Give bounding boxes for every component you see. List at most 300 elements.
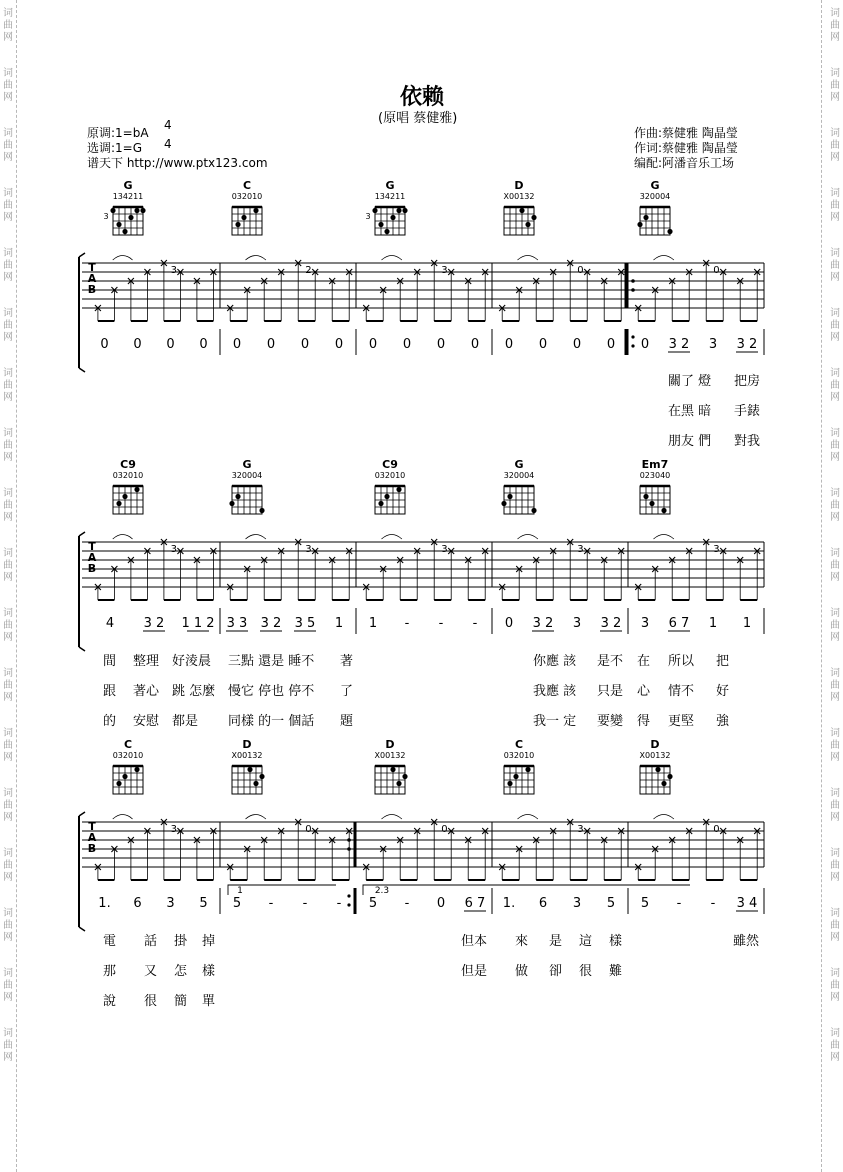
watermark-mark: 词 曲 网 [3,908,13,943]
chord-finger-dot [402,774,407,779]
tab-fret-number: 2 [305,265,312,276]
watermark-mark: 词 曲 网 [830,128,840,163]
jianpu-note: - [676,896,682,911]
chord-finger-dot [253,781,258,786]
jianpu-note: - [438,616,444,631]
chord-finger-dot [116,501,121,506]
lyric-word: 關了 燈 [668,374,712,389]
watermark-mark: 词 曲 网 [830,1028,840,1063]
lyric-word: 你應 該 [533,654,577,669]
chord-finger-dot [140,208,145,213]
watermark-mark: 词 曲 网 [3,668,13,703]
system-bracket-hook [79,368,85,372]
tab-clef-letter: B [87,283,97,296]
watermark-mark: 词 曲 网 [830,188,840,223]
system-bracket-hook [79,812,85,816]
lyric-word: 我應 該 [533,684,577,699]
chord-finger-dot [396,781,401,786]
system-bracket-hook [79,532,85,536]
chord-name: C9 [120,458,136,471]
jianpu-note: 0 [504,337,514,352]
tab-tie [654,256,674,261]
tab-fret-number: 0 [441,824,448,835]
chord-fingering: 023040 [639,471,671,480]
lyric-word: 把房 [734,374,761,389]
watermark-mark: 词 曲 网 [3,68,13,103]
lyric-word: 題 [340,714,354,729]
jianpu-note: 6 [133,896,142,911]
watermark-mark: 词 曲 网 [3,548,13,583]
chord-fingering: 320004 [231,471,263,480]
lyric-word: 整理 [133,654,160,669]
jianpu-note: 3 [640,616,650,631]
chord-name: C [123,738,133,751]
tab-tie [382,535,402,540]
chord-fingering: X00132 [231,751,263,760]
jianpu-note: 3 2 [260,616,282,631]
chord-finger-dot [378,222,383,227]
jianpu-note: - [472,616,478,631]
watermark-mark: 词 曲 网 [830,728,840,763]
jianpu-note: 0 [232,337,242,352]
jianpu-note: - [404,896,410,911]
tab-tie [113,815,133,820]
jianpu-note: 5 [640,896,650,911]
chord-fingering: X00132 [503,192,535,201]
lyric-word: 樣 [609,934,623,949]
tab-fret-number: 0 [713,824,720,835]
chosen-key: 选调:1=G [87,141,143,155]
watermark-mark: 词 曲 网 [830,788,840,823]
lyricist: 作词:蔡健雅 陶晶瑩 [634,141,738,155]
jianpu-note: 1 1 2 [181,616,215,631]
chord-finger-dot [396,487,401,492]
jianpu-note: 0 [368,337,378,352]
jianpu-note: 0 [538,337,548,352]
tab-tie [518,256,538,261]
chord-name: C [514,738,524,751]
lyric-word: 那 [103,964,117,979]
tab-tie [654,815,674,820]
jianpu-note: 1 [368,616,378,631]
lyric-word: 我一 定 [533,714,577,729]
lyric-word: 在黑 暗 [668,404,712,419]
jianpu-note: 3 3 [226,616,248,631]
watermark-mark: 词 曲 网 [3,488,13,523]
lyric-word: 把 [716,654,730,669]
watermark-mark: 词 曲 网 [3,428,13,463]
chord-finger-dot [531,508,536,513]
jianpu-note: 1 [708,616,718,631]
tab-clef-letter: T [88,820,96,833]
repeat-dot [631,288,635,292]
chord-finger-dot [667,229,672,234]
jianpu-note: - [268,896,274,911]
chord-finger-dot [110,208,115,213]
jianpu-note: 3 4 [736,896,758,911]
lyric-word: 雖然 [733,934,760,949]
tab-tie [113,535,133,540]
lyric-word: 對我 [734,434,761,449]
lyric-word: 單 [202,994,216,1009]
lyric-word: 電 [103,934,117,949]
watermark-mark: 词 曲 网 [3,848,13,883]
watermark-mark: 词 曲 网 [3,248,13,283]
system-bracket-hook [79,647,85,651]
jianpu-note: 0 [504,616,514,631]
watermark-mark: 词 曲 网 [830,548,840,583]
chord-fingering: X00132 [374,751,406,760]
lyric-word: 所以 [668,654,695,669]
lyric-word: 手錶 [734,404,761,419]
jianpu-note: - [336,896,342,911]
tab-tie [246,535,266,540]
chord-finger-dot [519,208,524,213]
chord-finger-dot [513,774,518,779]
lyric-word: 在 [637,654,651,669]
lyric-word: 的 [103,714,117,729]
watermark-mark: 词 曲 网 [830,908,840,943]
jianpu-note: - [302,896,308,911]
chord-fingering: 320004 [639,192,671,201]
chord-fingering: 134211 [112,192,144,201]
chord-finger-dot [378,501,383,506]
chord-name: D [242,738,252,751]
chord-finger-dot [116,781,121,786]
watermark-mark: 词 曲 网 [3,368,13,403]
chord-finger-dot [501,501,506,506]
lyric-word: 掛 [174,934,188,949]
watermark-mark: 词 曲 网 [830,68,840,103]
chord-finger-dot [122,494,127,499]
chord-finger-dot [253,208,258,213]
watermark-mark: 词 曲 网 [3,788,13,823]
lyric-word: 跳 怎麼 [172,684,216,699]
chord-finger-dot [667,774,672,779]
jianpu-note: 3 [572,616,582,631]
chord-fingering: 032010 [231,192,263,201]
lyric-word: 都是 [172,714,199,729]
jianpu-note: 5 [232,896,242,911]
jianpu-note: 3 2 [668,337,690,352]
tab-clef-letter: A [87,551,97,564]
lyric-word: 說 [103,994,117,1009]
tab-fret-number: 3 [170,265,177,276]
lyric-word: 樣 [202,964,216,979]
tab-clef-letter: T [88,540,96,553]
jianpu-note: 0 [266,337,276,352]
chord-fret-number: 3 [103,212,109,221]
jianpu-note: 0 [436,896,446,911]
chord-name: D [650,738,660,751]
chord-name: G [514,458,524,471]
lyric-word: 又 [144,964,158,979]
watermark-mark: 词 曲 网 [3,8,13,43]
system-bracket-hook [79,253,85,257]
lyric-word: 只是 [597,684,624,699]
volta-bracket [363,885,690,895]
chord-finger-dot [384,229,389,234]
jianpu-note: 3 5 [294,616,316,631]
tab-fret-number: 3 [305,544,312,555]
jianpu-note: 3 [572,896,582,911]
lyric-word: 話 [144,934,158,949]
song-title: 依赖 [400,85,445,110]
watermark-mark: 词 曲 网 [3,308,13,343]
jianpu-note: 4 [105,616,115,631]
lyric-word: 來 [515,934,529,949]
tab-fret-number: 0 [713,265,720,276]
watermark-mark: 词 曲 网 [830,428,840,463]
lyric-word: 要變 [597,714,624,729]
chord-finger-dot [643,215,648,220]
lyric-word: 很 [144,994,158,1009]
repeat-dot [631,279,635,283]
chord-name: G [650,179,660,192]
watermark-mark: 词 曲 网 [3,968,13,1003]
tab-fret-number: 0 [577,265,584,276]
chord-finger-dot [134,487,139,492]
chord-finger-dot [116,222,121,227]
jianpu-note: 3 [708,337,718,352]
time-signature-top: 4 [164,118,172,132]
tab-fret-number: 3 [577,544,584,555]
jianpu-note: 0 [606,337,616,352]
watermark-mark: 词 曲 网 [830,368,840,403]
tab-clef-letter: B [87,842,97,855]
tab-fret-number: 3 [441,265,448,276]
chord-name: D [385,738,395,751]
tab-fret-number: 0 [305,824,312,835]
source-site: 谱天下 http://www.ptx123.com [87,156,268,170]
tab-clef-letter: B [87,562,97,575]
jianpu-note: 6 7 [464,896,486,911]
lyric-word: 同樣 的一 個話 [228,714,315,729]
tab-fret-number: 3 [577,824,584,835]
lyric-word: 強 [716,714,730,729]
tab-tie [246,815,266,820]
lyric-word: 卻 [549,964,563,979]
lyric-word: 慢它 停也 停不 [228,684,315,699]
jianpu-note: 0 [334,337,344,352]
watermark-mark: 词 曲 网 [830,608,840,643]
lyric-word: 著 [340,654,354,669]
system-bracket-hook [79,927,85,931]
chord-fingering: 032010 [112,751,144,760]
volta-number: 2.3 [374,886,390,896]
jianpu-note: 3 2 [600,616,622,631]
jianpu-note: 0 [199,337,208,352]
lyric-word: 了 [340,684,354,699]
watermark-mark: 词 曲 网 [3,728,13,763]
chord-finger-dot [134,767,139,772]
chord-finger-dot [390,215,395,220]
watermark-mark: 词 曲 网 [830,308,840,343]
jianpu-note: 5 [368,896,378,911]
chord-finger-dot [122,229,127,234]
tab-clef-letter: A [87,272,97,285]
chord-fingering: 032010 [374,471,406,480]
lyric-word: 得 [637,714,651,729]
chord-finger-dot [507,781,512,786]
lyric-word: 更堅 [668,714,695,729]
tab-fret-number: 3 [170,824,177,835]
time-signature-bottom: 4 [164,137,172,151]
watermark-mark: 词 曲 网 [830,668,840,703]
watermark-mark: 词 曲 网 [830,488,840,523]
chord-finger-dot [122,774,127,779]
lyric-word: 難 [609,964,623,979]
jianpu-note: 1. [98,896,111,911]
chord-finger-dot [390,767,395,772]
tab-tie [382,815,402,820]
lyric-word: 好 [716,684,730,699]
lyric-word: 朋友 們 [668,434,712,449]
chord-name: C9 [382,458,398,471]
jianpu-note: 0 [166,337,175,352]
tab-tie [113,256,133,261]
lyric-word: 安慰 [133,714,160,729]
chord-finger-dot [235,494,240,499]
chord-name: Em7 [641,458,669,471]
jianpu-note: 3 2 [736,337,758,352]
lyric-word: 三點 還是 睡不 [228,654,315,669]
jianpu-note: 1. [502,896,516,911]
chord-finger-dot [247,767,252,772]
lyric-word: 是不 [597,654,624,669]
watermark-mark: 词 曲 网 [830,8,840,43]
lyric-word: 掉 [202,934,216,949]
lyric-word: 怎 [174,964,188,979]
chord-finger-dot [655,767,660,772]
lyric-word: 做 [515,964,529,979]
tab-fret-number: 3 [713,544,720,555]
repeat-dot [631,335,634,338]
watermark-mark: 词 曲 网 [3,608,13,643]
lyric-word: 簡 [174,994,188,1009]
chord-finger-dot [134,208,139,213]
tab-tie [246,256,266,261]
original-key: 原调:1=bA [87,126,149,140]
composer: 作曲:蔡健雅 陶晶瑩 [634,126,738,140]
tab-fret-number: 3 [441,544,448,555]
jianpu-note: 6 7 [668,616,690,631]
watermark-mark: 词 曲 网 [830,968,840,1003]
watermark-mark: 词 曲 网 [3,128,13,163]
lyric-word: 間 [103,654,117,669]
tab-tie [382,256,402,261]
jianpu-note: 0 [402,337,412,352]
chord-finger-dot [128,215,133,220]
chord-finger-dot [637,222,642,227]
lyric-word: 心 [637,684,651,699]
tab-clef-letter: T [88,261,96,274]
arranger: 编配:阿潘音乐工场 [634,156,735,170]
chord-finger-dot [525,222,530,227]
chord-fingering: 032010 [503,751,535,760]
lyric-word: 好淩晨 [172,654,212,669]
chord-name: G [123,179,133,192]
watermark-mark: 词 曲 网 [830,248,840,283]
chord-finger-dot [402,208,407,213]
jianpu-note: 0 [640,337,650,352]
lyric-word: 很 [579,964,593,979]
lyric-word: 情不 [668,684,695,699]
jianpu-note: - [404,616,410,631]
lyric-word: 這 [579,934,593,949]
chord-fingering: 320004 [503,471,535,480]
lyric-word: 著心 [133,684,160,699]
jianpu-note: 0 [133,337,142,352]
chord-finger-dot [661,508,666,513]
chord-fingering: 134211 [374,192,406,201]
lyric-word: 跟 [103,684,117,699]
chord-name: G [242,458,252,471]
jianpu-note: 0 [436,337,446,352]
chord-finger-dot [229,501,234,506]
jianpu-note: 3 2 [143,616,165,631]
chord-finger-dot [525,767,530,772]
lyric-word: 但本 [461,934,488,949]
repeat-dot [631,344,634,347]
volta-bracket [228,885,336,895]
chord-finger-dot [235,222,240,227]
chord-finger-dot [643,494,648,499]
chord-finger-dot [649,501,654,506]
jianpu-note: 5 [199,896,208,911]
lyric-word: 但是 [461,964,488,979]
chord-name: C [242,179,252,192]
chord-finger-dot [259,774,264,779]
chord-finger-dot [372,208,377,213]
jianpu-note: 3 [166,896,175,911]
volta-number: 1 [237,886,243,896]
chord-finger-dot [259,508,264,513]
chord-name: G [385,179,395,192]
tab-fret-number: 3 [170,544,177,555]
jianpu-note: 0 [300,337,310,352]
chord-finger-dot [531,215,536,220]
watermark-mark: 词 曲 网 [3,1028,13,1063]
jianpu-note: 3 2 [532,616,554,631]
jianpu-note: 5 [606,896,616,911]
tab-clef-letter: A [87,831,97,844]
chord-finger-dot [384,494,389,499]
tab-tie [518,535,538,540]
jianpu-note: 1 [334,616,344,631]
jianpu-note: - [710,896,716,911]
chord-fret-number: 3 [365,212,371,221]
jianpu-note: 1 [742,616,752,631]
jianpu-note: 6 [538,896,548,911]
chord-name: D [514,179,524,192]
chord-finger-dot [396,208,401,213]
chord-finger-dot [507,494,512,499]
tab-tie [654,535,674,540]
jianpu-note: 0 [100,337,109,352]
chord-finger-dot [241,215,246,220]
repeat-dot [347,903,350,906]
chord-finger-dot [661,781,666,786]
jianpu-note: 0 [470,337,480,352]
watermark-mark: 词 曲 网 [3,188,13,223]
jianpu-note: 0 [572,337,582,352]
song-subtitle: (原唱 蔡健雅) [378,111,458,126]
watermark-mark: 词 曲 网 [830,848,840,883]
chord-fingering: 032010 [112,471,144,480]
chord-fingering: X00132 [639,751,671,760]
repeat-dot [347,894,350,897]
